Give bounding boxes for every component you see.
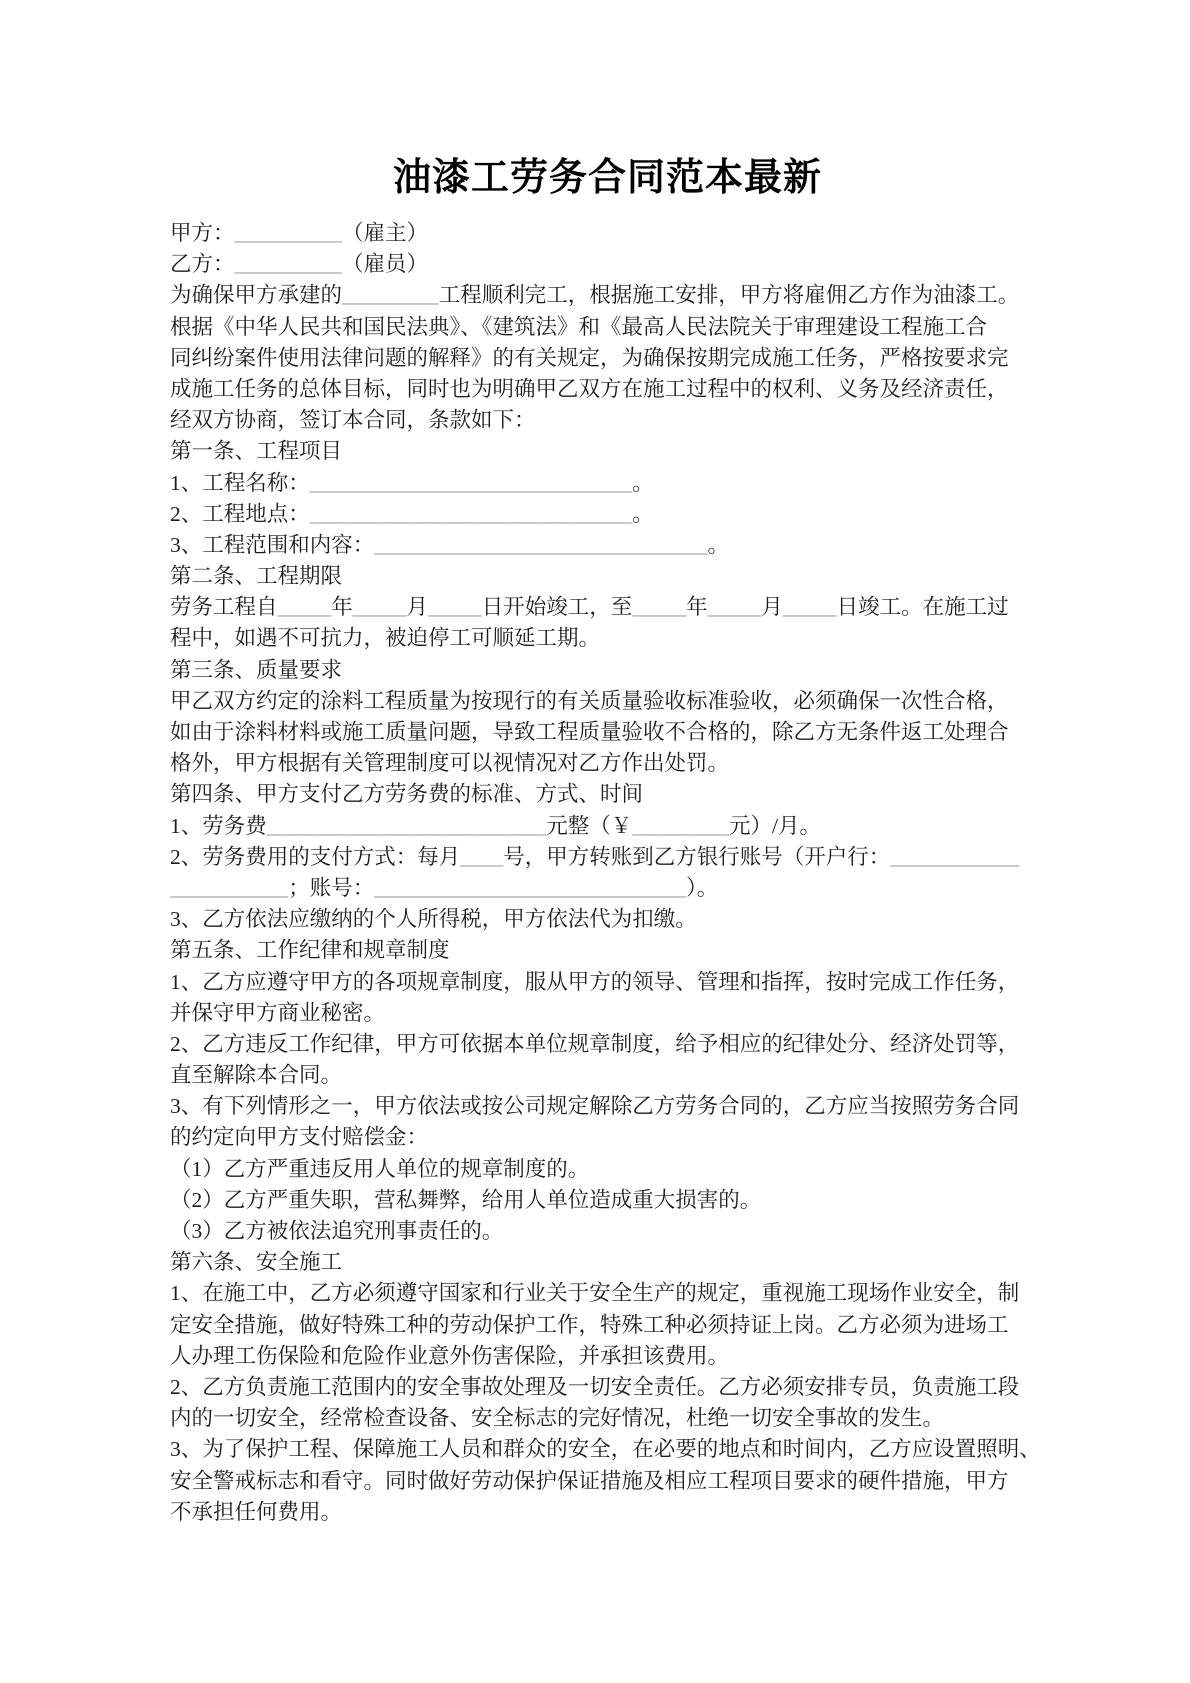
text-segment: （雇主） [342,221,429,245]
text-line [170,280,1045,311]
text-segment: ）。 [686,875,719,900]
text-segment: 定安全措施，做好特殊工种的劳动保护工作，特殊工种必须持证上岗。乙方必须为进场工 [170,1312,1009,1337]
blank-field: _____ [632,595,687,620]
text-segment: 3、乙方依法应缴纳的个人所得税，甲方依法代为扣缴。 [170,907,697,932]
text-segment: 2、乙方违反工作纪律，甲方可依据本单位规章制度，给予相应的纪律处分、经济处罚等， [170,1031,1020,1056]
text-line [170,1434,1045,1465]
text-line [170,1403,1045,1434]
text-segment: 。 [632,501,654,526]
text-line [170,436,1045,467]
text-segment: 。 [632,470,654,495]
text-segment: 乙方： [170,252,235,277]
text-line [170,218,1045,249]
text-segment: 第三条、质量要求 [170,657,343,682]
text-segment: 3、为了保护工程、保障施工人员和群众的安全，在必要的地点和时间内，乙方应设置照明、 [170,1437,1041,1462]
text-line [170,967,1045,998]
blank-field: _____________________________ [374,875,687,900]
blank-field: _____ [277,595,332,620]
text-line [170,468,1045,499]
text-line [170,904,1045,935]
text-line [170,623,1045,654]
text-line [170,374,1045,405]
text-segment: （1）乙方严重违反用人单位的规章制度的。 [170,1156,590,1181]
text-line [170,686,1045,717]
text-line [170,561,1045,592]
text-line [170,873,1045,904]
text-line [170,1060,1045,1091]
text-line [170,1310,1045,1341]
text-segment: 1、劳务费 [170,813,267,838]
text-segment: 不承担任何费用。 [170,1499,343,1524]
text-segment: 甲方： [170,221,235,245]
text-segment: 号，甲方转账到乙方银行账号（开户行： [503,844,891,869]
text-segment: 成施工任务的总体目标，同时也为明确甲乙双方在施工过程中的权利、义务及经济责任， [170,376,1009,401]
text-line [170,842,1045,873]
text-line [170,1122,1045,1153]
text-segment: 年 [331,595,353,620]
text-line [170,1278,1045,1309]
text-segment: 日开始竣工，至 [481,595,633,620]
text-line [170,1216,1045,1247]
text-segment: 3、工程范围和内容： [170,532,375,557]
text-segment: 。 [707,532,730,557]
text-segment: 日竣工。在施工过 [836,595,1009,620]
text-segment: 根据《中华人民共和国民法典》、《建筑法》和《最高人民法院关于审理建设工程施工合 [170,314,988,339]
text-segment: 月 [761,595,783,620]
text-segment: 的约定向甲方支付赔偿金： [170,1125,429,1150]
text-line [170,811,1045,842]
text-segment: 直至解除本合同。 [170,1063,343,1088]
text-segment: ；账号： [288,875,375,900]
text-segment: 元）/月。 [729,813,822,838]
text-segment: 1、在施工中，乙方必须遵守国家和行业关于安全生产的规定，重视施工现场作业安全，制 [170,1281,1020,1306]
text-line [170,312,1045,343]
blank-field: __________________________ [266,813,547,838]
text-line [170,343,1045,374]
text-segment: （雇员） [342,252,429,277]
text-segment: 第五条、工作纪律和规章制度 [170,938,450,963]
text-line [170,1497,1045,1528]
text-line [170,1154,1045,1185]
blank-field: __________ [234,221,343,245]
text-segment: 第六条、安全施工 [170,1250,343,1275]
text-segment: 内的一切安全，经常检查设备、安全标志的完好情况，杜绝一切安全事故的发生。 [170,1406,945,1431]
text-line [170,1091,1045,1122]
blank-field: _________ [342,283,439,308]
blank-field: _____ [428,595,482,620]
text-line [170,998,1045,1029]
text-segment: 劳务工程自 [170,595,278,620]
text-line [170,935,1045,966]
text-line [170,1372,1045,1403]
text-line [170,249,1045,280]
blank-field: __________ [234,252,343,277]
blank-field: _____ [782,595,837,620]
text-line [170,1029,1045,1060]
text-segment: 格外，甲方根据有关管理制度可以视情况对乙方作出处罚。 [170,751,730,776]
text-segment: （2）乙方严重失职，营私舞弊，给用人单位造成重大损害的。 [170,1187,762,1212]
text-line [170,530,1045,561]
text-line [170,1185,1045,1216]
document-body [170,218,1045,1528]
text-segment: 同纠纷案件使用法律问题的解释》的有关规定，为确保按期完成施工任务，严格按要求完 [170,345,1009,370]
text-line [170,1247,1045,1278]
text-segment: 工程顺利完工，根据施工安排，甲方将雇佣乙方作为油漆工。 [438,283,1020,308]
text-segment: 1、工程名称： [170,470,310,495]
text-segment: 第二条、工程期限 [170,564,343,589]
blank-field: ____________ [890,844,1020,869]
text-line [170,1341,1045,1372]
blank-field: ____ [460,844,504,869]
blank-field: ______________________________ [309,501,633,526]
document-title: 油漆工劳务合同范本最新 [392,157,822,199]
text-line [170,499,1045,530]
text-line [170,592,1045,623]
text-segment: 甲乙双方约定的涂料工程质量为按现行的有关质量验收标准验收，必须确保一次性合格， [170,688,1009,713]
text-segment: 安全警戒标志和看守。同时做好劳动保护保证措施及相应工程项目要求的硬件措施，甲方 [170,1468,1009,1493]
text-segment: 第一条、工程项目 [170,439,343,464]
document-content [170,150,1045,1528]
text-segment: 人办理工伤保险和危险作业意外伤害保险，并承担该费用。 [170,1343,730,1368]
text-segment: （3）乙方被依法追究刑事责任的。 [170,1219,504,1243]
blank-field: _____ [707,595,762,620]
text-segment: 1、乙方应遵守甲方的各项规章制度，服从甲方的领导、管理和指挥，按时完成工作任务， [170,969,1020,994]
text-line [170,1466,1045,1497]
text-line [170,748,1045,779]
text-line [170,405,1045,436]
text-segment: 为确保甲方承建的 [170,283,343,308]
blank-field: _________ [632,813,730,838]
blank-field: ___________ [170,875,289,900]
text-segment: 年 [686,595,708,620]
text-segment: 第四条、甲方支付乙方劳务费的标准、方式、时间 [170,782,644,807]
text-segment: 2、乙方负责施工范围内的安全事故处理及一切安全责任。乙方必须安排专员，负责施工段 [170,1374,1020,1399]
text-segment: 程中，如遇不可抗力，被迫停工可顺延工期。 [170,626,601,651]
text-segment: 元整（￥ [546,813,633,838]
text-line [170,655,1045,686]
text-segment: 经双方协商，签订本合同，条款如下： [170,408,536,433]
text-segment: 月 [406,595,429,620]
blank-field: ______________________________ [309,470,633,495]
blank-field: _____ [352,595,407,620]
text-segment: 3、有下列情形之一，甲方依法或按公司规定解除乙方劳务合同的，乙方应当按照劳务合同 [170,1094,1020,1119]
text-line [170,779,1045,810]
text-segment: 2、劳务费用的支付方式：每月 [170,844,461,869]
text-segment: 2、工程地点： [170,501,310,526]
text-segment: 并保守甲方商业秘密。 [170,1000,386,1025]
text-segment: 如由于涂料材料或施工质量问题，导致工程质量验收不合格的，除乙方无条件返工处理合 [170,720,1009,744]
blank-field: _______________________________ [374,532,708,557]
text-line [170,717,1045,748]
